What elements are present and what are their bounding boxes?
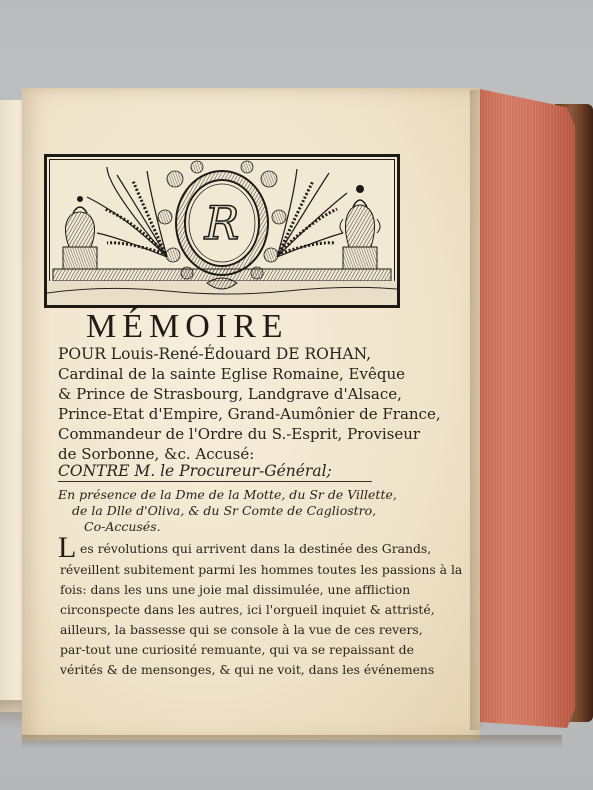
- drop-cap: L: [58, 531, 77, 564]
- heading-line-6: de Sorbonne, &c. Accusé:: [58, 445, 255, 463]
- heading-line-5: Commandeur de l'Ordre du S.-Esprit, Proviseur: [58, 425, 421, 443]
- heading-line-2: Cardinal de la sainte Eglise Romaine, Evêque: [58, 365, 405, 383]
- document-title: MÉMOIRE: [86, 308, 289, 345]
- presence-line-2: de la Dlle d'Oliva, & du Sr Comte de Cagliostro,: [72, 503, 377, 518]
- paragraph-line-6: par-tout une curiosité remuante, qui va se repaissant de: [60, 642, 414, 657]
- paragraph-line-4: circonspecte dans les autres, ici l'orgueil inquiet & attristé,: [60, 602, 435, 617]
- left-urn-icon: [63, 196, 97, 269]
- paragraph-line-5: ailleurs, la bassesse qui se console à la vue de ces revers,: [60, 622, 423, 637]
- right-foliage-icon: [277, 169, 347, 257]
- heading-line-3: & Prince de Strasbourg, Landgrave d'Alsace,: [58, 385, 402, 403]
- paragraph-line-3: fois: dans les uns une joie mal dissimulée, une affliction: [60, 582, 411, 597]
- page-bottom-shadow: [22, 735, 562, 749]
- paragraph-line-2: réveillent subitement parmi les hommes toutes les passions à la: [60, 562, 463, 577]
- headpiece-engraving: [47, 157, 397, 305]
- red-page-fore-edge: [475, 88, 575, 728]
- paragraph-line-1: es révolutions qui arrivent dans la destinée des Grands,: [80, 541, 432, 556]
- right-urn-icon: [340, 185, 380, 269]
- engraved-headpiece: [44, 154, 400, 308]
- fore-edge-shadow: [470, 90, 484, 730]
- presence-line-3: Co-Accusés.: [84, 519, 161, 534]
- monogram-letter: R: [204, 196, 240, 250]
- presence-line-1: En présence de la Dme de la Motte, du Sr de Villette,: [58, 487, 397, 502]
- heading-line-4: Prince-Etat d'Empire, Grand-Aumônier de France,: [58, 405, 441, 423]
- paragraph-line-7: vérités & de mensonges, & qui ne voit, dans les événemens: [60, 662, 435, 677]
- separator-rule: [58, 481, 372, 482]
- left-foliage-icon: [87, 167, 167, 257]
- heading-line-1: POUR Louis-René-Édouard DE ROHAN,: [58, 345, 372, 363]
- contre-line: CONTRE M. le Procureur-Général;: [58, 462, 332, 480]
